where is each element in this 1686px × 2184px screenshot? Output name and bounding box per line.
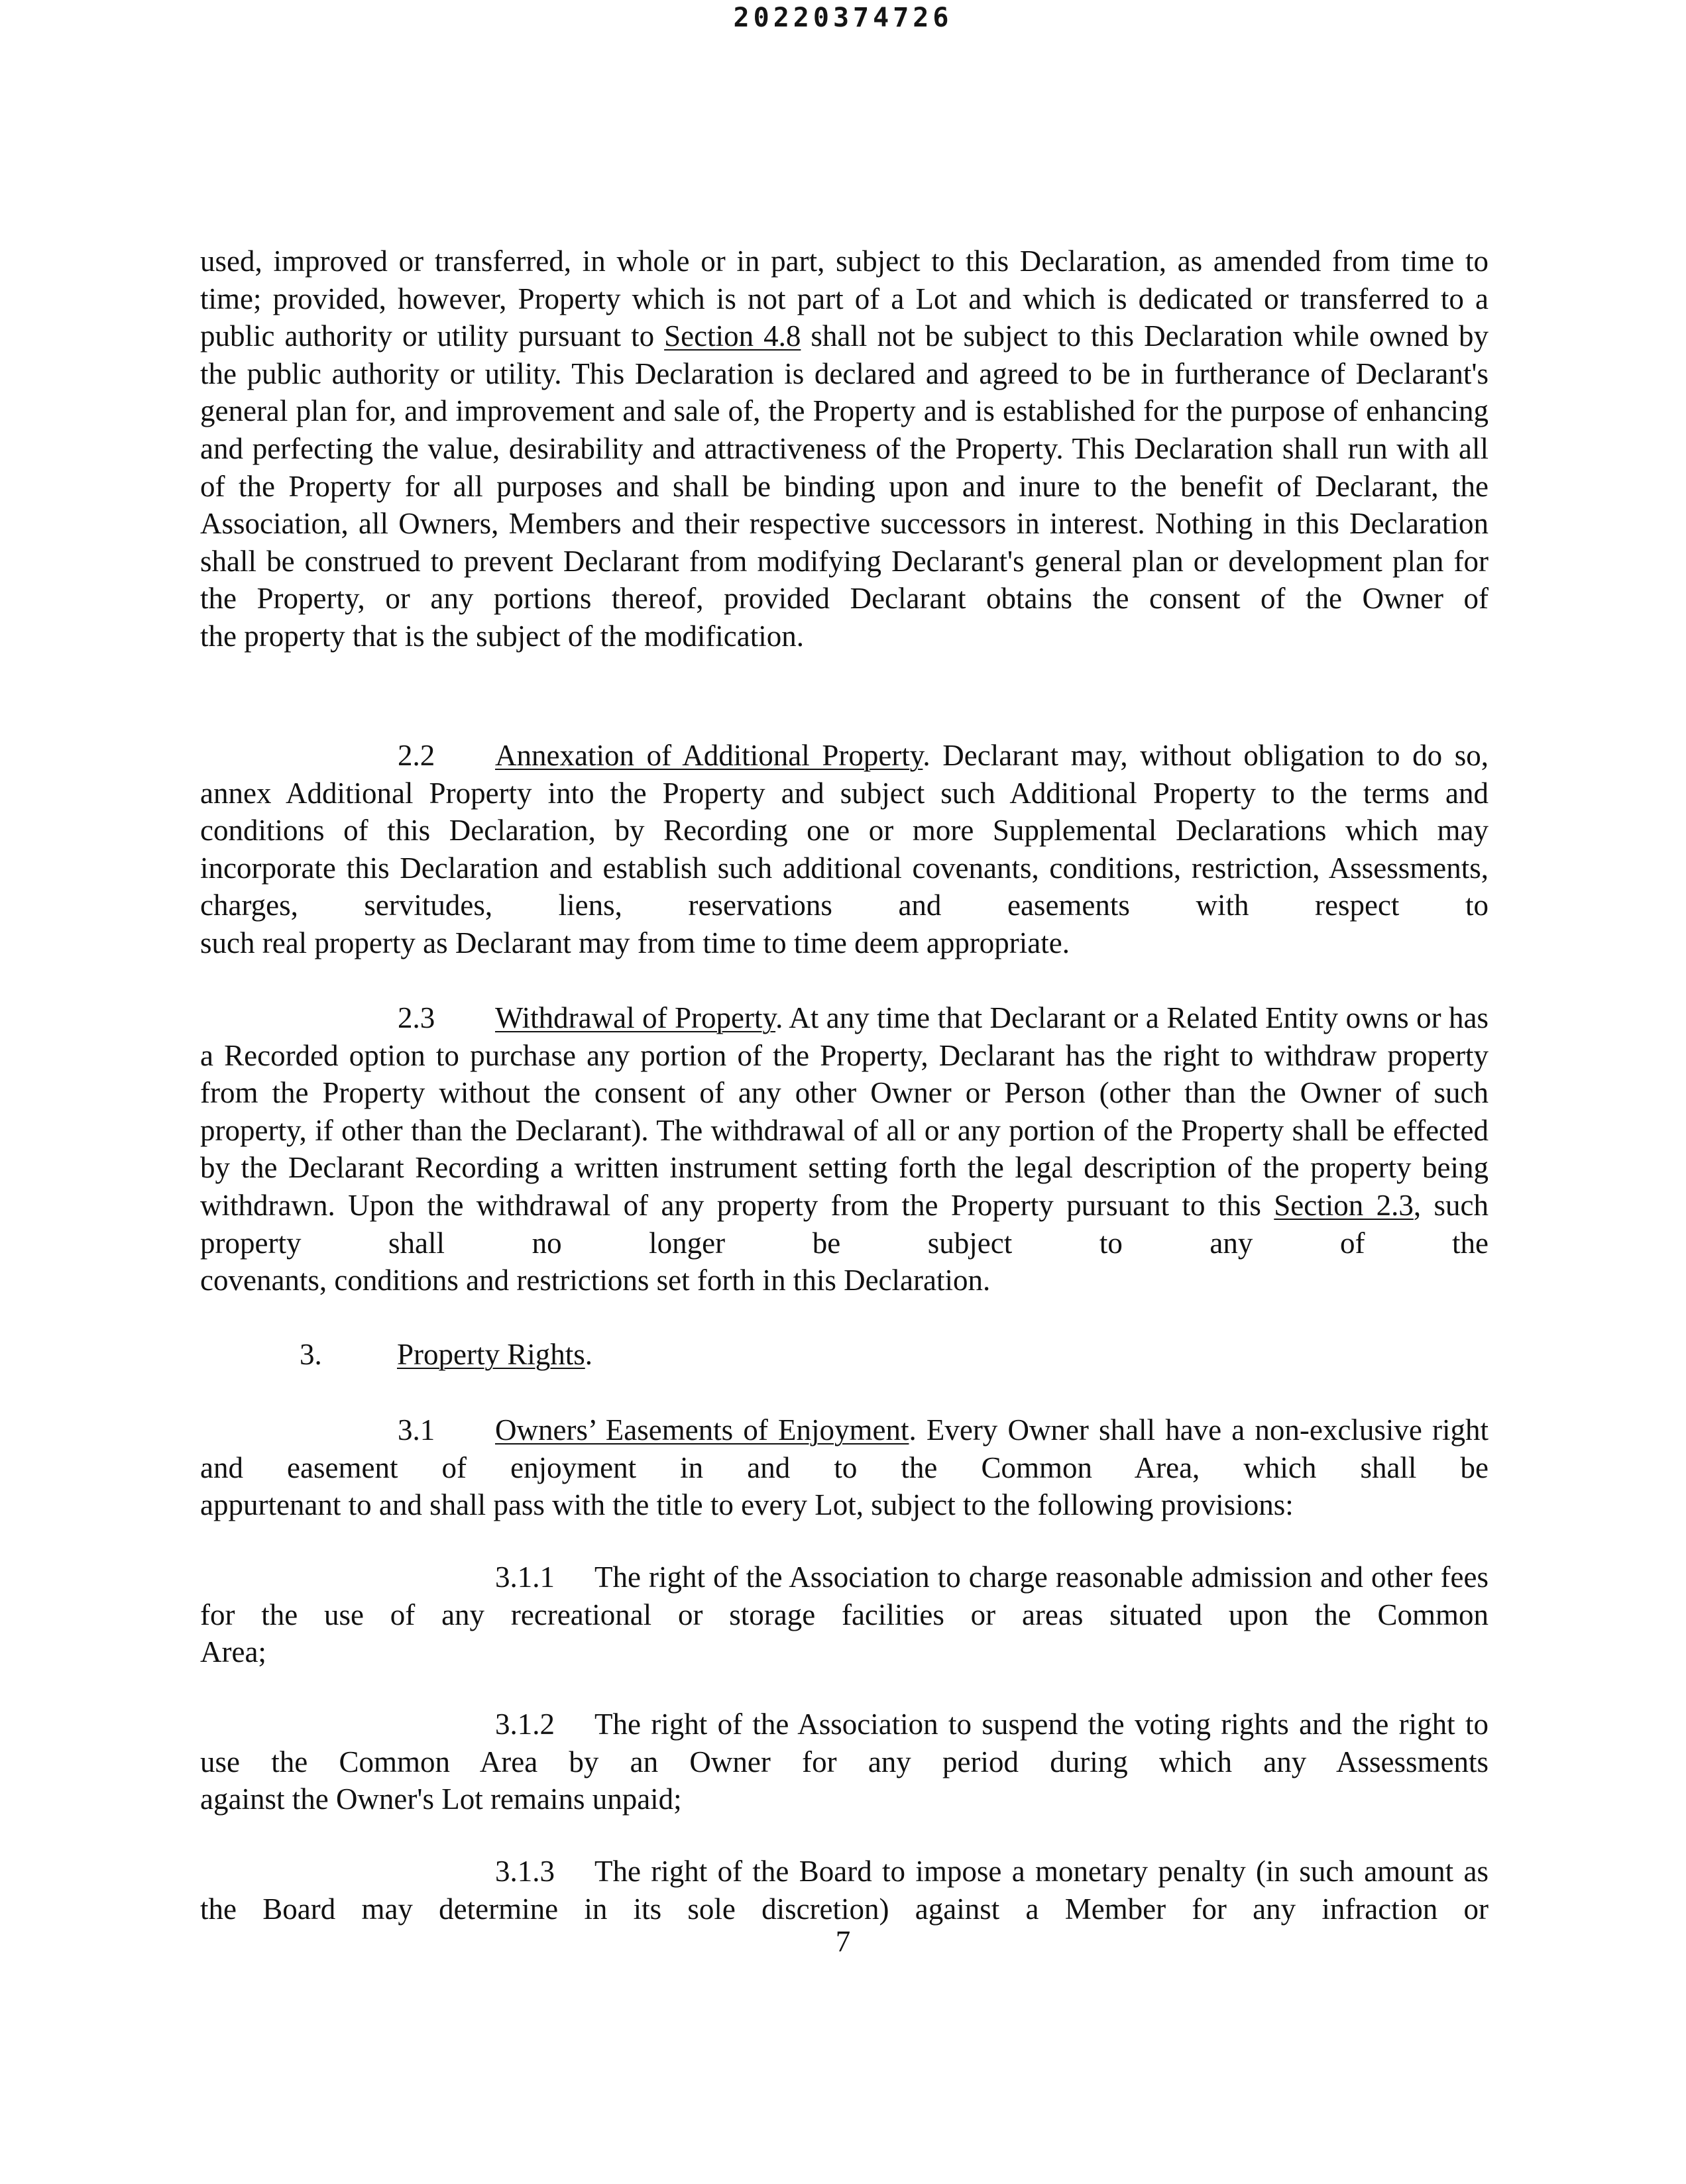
paragraph-last-line: the property that is the subject of the modification. (200, 619, 805, 653)
paragraph-text: The right of the Association to charge reasonable admission and other fees for the use of any recreational or storage facilities or areas situated upon the Common (200, 1560, 1489, 1631)
section-3-1 (200, 1411, 1489, 1524)
section-heading: Annexation of Additional Property (495, 739, 923, 772)
section-reference-2-3: Section 2.3 (1274, 1188, 1414, 1222)
paragraph-last-line: covenants, conditions and restrictions set forth in this Declaration. (200, 1264, 991, 1297)
section-2-3 (200, 999, 1489, 1299)
section-3 (200, 1336, 1489, 1374)
section-number: 3.1.2 (495, 1708, 555, 1741)
section-reference-4-8: Section 4.8 (664, 319, 801, 353)
paragraph-text: . At any time that Declarant or a Related Entity owns or has a Recorded option to purchase any portion of the Property, Declarant has the right to withdraw property from the Property without the consent of any other Owner or Person (other than the Owner of such property, if other than the Declarant). The withdrawal of all or any portion of the Property shall be effected by the Declarant Recording a written instrument setting forth the legal description of the property being withdrawn. Upon the withdrawal of any property from the Property pursuant to this (200, 1001, 1489, 1222)
paragraph-last-line: appurtenant to and shall pass with the title to every Lot, subject to the following provisions: (200, 1488, 1294, 1522)
paragraph-last-line: against the Owner's Lot remains unpaid; (200, 1782, 682, 1816)
section-heading: Withdrawal of Property (495, 1001, 776, 1034)
paragraph-intro (200, 243, 1489, 655)
section-number: 2.2 (398, 739, 435, 772)
paragraph-text: . Declarant may, without obligation to do so, annex Additional Property into the Property and subject such Additional Property to the terms and conditions of this Declaration, by Recording one or more Supplemental Declarations which may incorporate this Declaration and establish such additional covenants, conditions, restriction, Assessments, charges, servitudes, liens, reservations and easements with respect to (200, 739, 1489, 922)
section-number: 3.1.1 (495, 1560, 555, 1594)
section-heading: Property Rights (397, 1338, 585, 1371)
paragraph-text: . Every Owner shall have a non-exclusive right and easement of enjoyment in and to the Common Area, which shall be (200, 1413, 1489, 1484)
paragraph-text: shall not be subject to this Declaration while owned by the public authority or utility. This Declaration is declared and agreed to be in furtherance of Declarant's general plan for, and improvement and sale of, the Property and is established for the purpose of enhancing and perfecting the value, desirability and attractiveness of the Property. This Declaration shall run with all of the Property for all purposes and shall be binding upon and inure to the benefit of Declarant, the Association, all Owners, Members and their respective successors in interest. Nothing in this Declaration shall be construed to prevent Declarant from modifying Declarant's general plan or development plan for the Property, or any portions thereof, provided Declarant obtains the consent of the Owner of (200, 319, 1489, 616)
heading-period: . (585, 1338, 593, 1371)
section-number: 2.3 (398, 1001, 435, 1034)
section-number: 3.1 (398, 1413, 435, 1447)
section-number: 3.1.3 (495, 1855, 555, 1888)
paragraph-text: The right of the Association to suspend the voting rights and the right to use the Common Area by an Owner for any period during which any Assessments (200, 1708, 1489, 1778)
section-3-1-3 (200, 1853, 1489, 1928)
section-3-1-2 (200, 1706, 1489, 1818)
paragraph-last-line: such real property as Declarant may from time to time deem appropriate. (200, 926, 1070, 959)
page-number: 7 (835, 1925, 851, 1958)
section-heading: Owners’ Easements of Enjoyment (495, 1413, 909, 1447)
paragraph-text: The right of the Board to impose a monetary penalty (in such amount as the Board may determine in its sole discretion) against a Member for any infraction or (200, 1855, 1489, 1926)
paragraph-text: , such property shall no longer be subject to any of the (200, 1188, 1489, 1260)
paragraph-last-line: Area; (200, 1635, 266, 1669)
document-number: 20220374726 (733, 3, 953, 33)
section-3-1-1 (200, 1558, 1489, 1671)
section-number: 3. (300, 1338, 322, 1371)
paragraph-text: used, improved or transferred, in whole or in part, subject to this Declaration, as amended from time to time; provided, however, Property which is not part of a Lot and which is dedicated or transferred to a public authority or utility pursuant to (200, 245, 1489, 353)
section-2-2 (200, 737, 1489, 962)
